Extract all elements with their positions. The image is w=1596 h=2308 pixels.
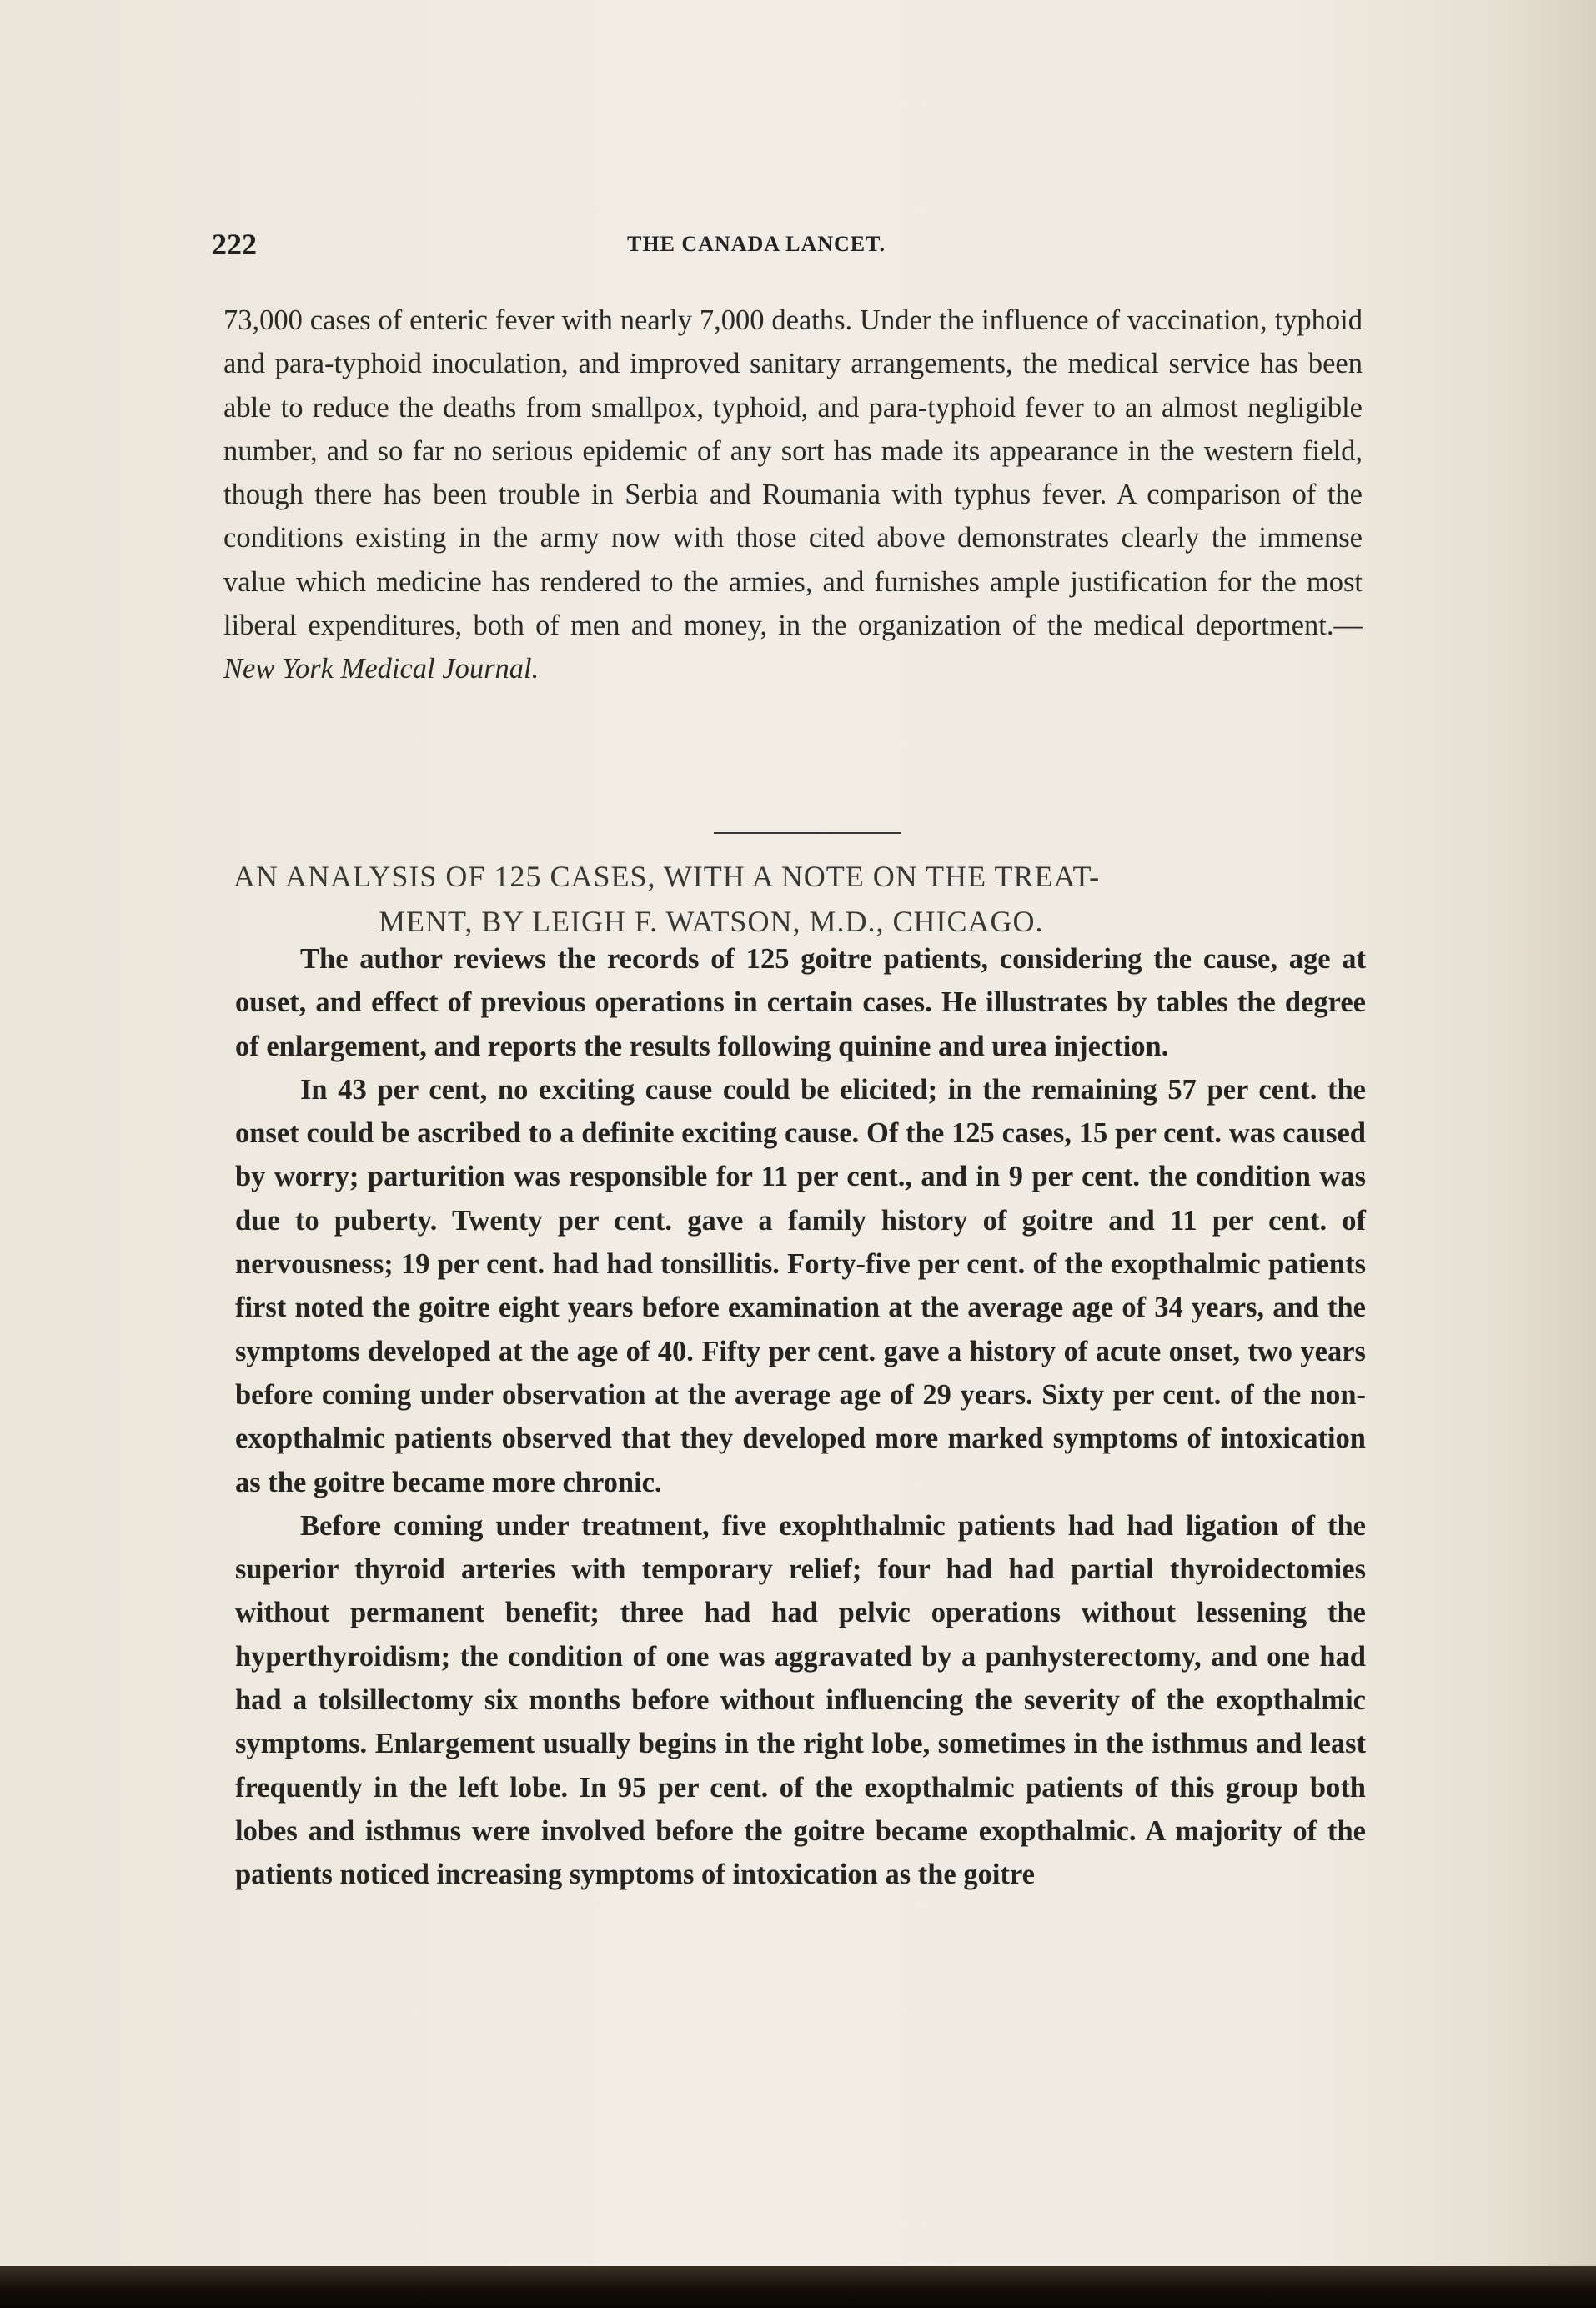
article-body xyxy=(235,937,1366,1897)
page-number: 222 xyxy=(212,228,257,261)
scan-bottom-edge xyxy=(0,2266,1596,2308)
continued-article-text xyxy=(223,299,1363,691)
journal-title: THE CANADA LANCET. xyxy=(627,232,886,256)
source-citation: New York Medical Journal. xyxy=(223,653,540,685)
section-divider xyxy=(714,832,901,834)
article-paragraph-2: In 43 per cent, no exciting cause could be elicited; in the remaining 57 per cent. the onset could be ascribed to a definite exciting cause. Of the 125 cases, 15 per cent. was caused by worry; parturition was responsible for 11 per cent., and in 9 per cent. the condition was due to puberty. Twenty per cent. gave a family history of goitre and 11 per cent. of nervousness; 19 per cent. had had tonsillitis. Forty-five per cent. of the exopthalmic patients first noted the goitre eight years before examination at the average age of 34 years, and the symptoms developed at the age of 40. Fifty per cent. gave a history of acute onset, two years before coming under observation at the average age of 29 years. Sixty per cent. of the non-exopthalmic patients observed that they developed more marked symptoms of intoxication as the goitre became more chronic. xyxy=(235,1073,1366,1498)
continued-paragraph xyxy=(223,299,1363,691)
paragraph-text: 73,000 cases of enteric fever with nearly 7,000 deaths. Under the influence of vaccination, typhoid and para-typhoid inoculation, and improved sanitary arrangements, the medical service has been able to reduce the deaths from smallpox, typhoid, and para-typhoid fever to an almost negligible number, and so far no serious epidemic of any sort has made its appearance in the western field, though there has been trouble in Serbia and Roumania with typhus fever. A comparison of the conditions existing in the army now with those cited above demonstrates clearly the immense value which medicine has rendered to the armies, and furnishes ample justification for the most liberal expenditures, both of men and money, in the organization of the medical deportment.— xyxy=(223,304,1363,642)
article-paragraph-3: Before coming under treatment, five exophthalmic patients had had ligation of the superior thyroid arteries with temporary relief; four had had partial thyroidectomies without permanent benefit; three had had pelvic operations without lessening the hyperthyroidism; the condition of one was aggravated by a panhysterectomy, and one had had a tolsillectomy six months before without influencing the severity of the exopthalmic symptoms. Enlargement usually begins in the right lobe, sometimes in the isthmus and least frequently in the left lobe. In 95 per cent. of the exopthalmic patients of this group both lobes and isthmus were involved before the goitre became exopthalmic. A majority of the patients noticed increasing symptoms of intoxication as the goitre xyxy=(235,1509,1366,1891)
running-head xyxy=(0,227,1596,260)
article-heading xyxy=(233,854,1373,944)
article-paragraph-1: The author reviews the records of 125 goitre patients, considering the cause, age at ouset, and effect of previous operations in certain cases. He illustrates by tables the degree of enlargement, and reports the results following quinine and urea injection. xyxy=(235,943,1366,1062)
article-heading-line-1: AN ANALYSIS OF 125 CASES, WITH A NOTE ON THE TREAT- xyxy=(233,860,1101,893)
article-heading-line-2: MENT, BY LEIGH F. WATSON, M.D., CHICAGO. xyxy=(379,905,1044,938)
